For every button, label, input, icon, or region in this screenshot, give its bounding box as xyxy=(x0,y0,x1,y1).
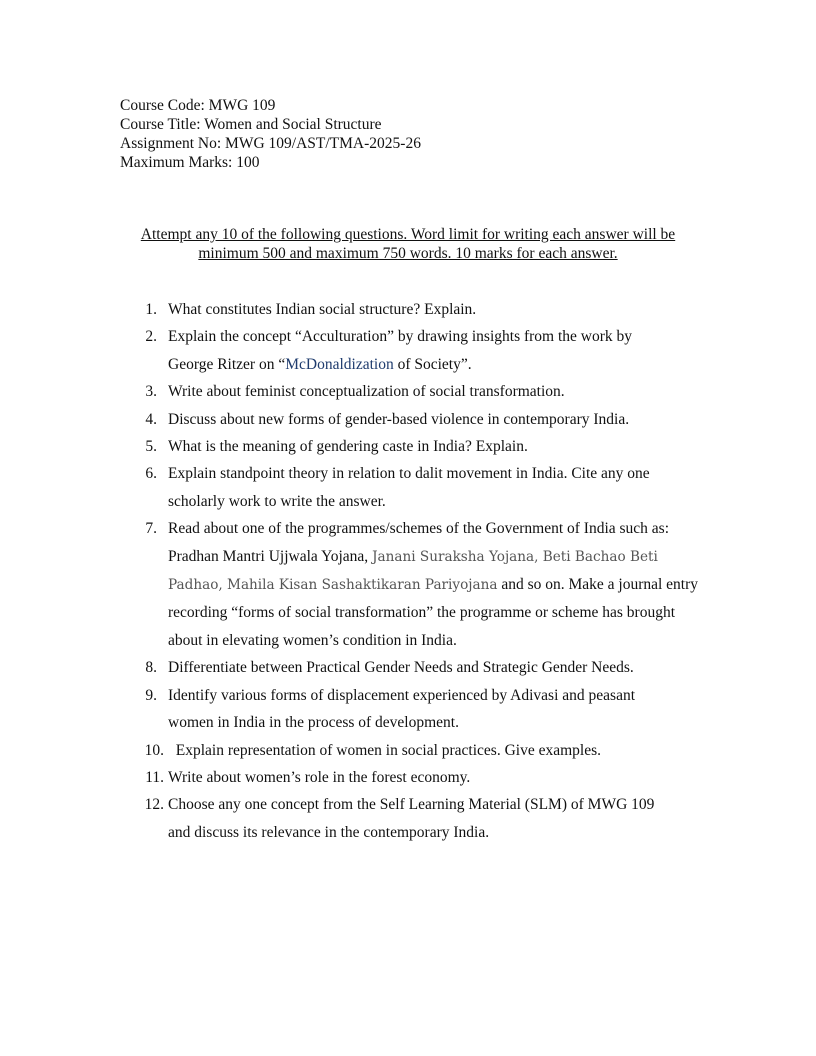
question-number: 4. xyxy=(145,410,157,428)
question-text: Discuss about new forms of gender-based violence in contemporary India. xyxy=(168,410,630,428)
question-number: 5. xyxy=(145,438,157,456)
question-text-segment: of Society”. xyxy=(393,355,472,373)
question-number: 1. xyxy=(145,301,157,318)
question-6 xyxy=(145,460,728,515)
question-text-line-1: Identify various forms of displacement experienced by Adivasi and peasant xyxy=(168,686,636,704)
question-text-line-2: and discuss its relevance in the contemporary India. xyxy=(168,823,490,841)
scheme-names: Janani Suraksha Yojana, Beti Bachao Beti xyxy=(372,548,658,565)
question-text-line-1: Read about one of the programmes/schemes of the Government of India such as: xyxy=(168,520,670,538)
question-number: 9. xyxy=(145,686,157,704)
question-text-line-1: Explain the concept “Acculturation” by drawing insights from the work by xyxy=(168,328,633,346)
question-text-line-5: about in elevating women’s condition in India. xyxy=(168,631,457,649)
instructions xyxy=(100,226,716,263)
question-text-line-2: women in India in the process of development. xyxy=(168,714,459,732)
instructions-line-1: Attempt any 10 of the following questions. Word limit for writing each answer will be xyxy=(140,226,676,243)
question-text-line-4: recording “forms of social transformation” the programme or scheme has brought xyxy=(168,604,676,622)
question-4 xyxy=(145,406,728,433)
question-text: Differentiate between Practical Gender Needs and Strategic Gender Needs. xyxy=(168,659,634,677)
question-12 xyxy=(144,791,728,846)
question-2 xyxy=(145,323,728,378)
question-text-segment: and so on. Make a journal entry xyxy=(497,576,699,594)
question-11 xyxy=(145,764,728,791)
question-text: Write about feminist conceptualization of social transformation. xyxy=(168,383,565,401)
instructions-line-2: minimum 500 and maximum 750 words. 10 marks for each answer. xyxy=(198,244,618,262)
question-text-line-3 xyxy=(168,571,728,599)
question-9 xyxy=(145,682,728,737)
question-number: 2. xyxy=(145,328,157,346)
question-text-line-2 xyxy=(168,351,728,378)
question-text-line-2 xyxy=(168,543,728,571)
question-number: 8. xyxy=(145,659,157,677)
question-text: Explain representation of women in social practices. Give examples. xyxy=(168,741,601,759)
mcdonaldization-term: McDonaldization xyxy=(285,355,394,373)
question-number: 6. xyxy=(145,465,157,483)
question-10 xyxy=(144,737,728,764)
question-number: 3. xyxy=(145,383,157,401)
question-3 xyxy=(145,378,728,405)
question-text-line-1: Choose any one concept from the Self Learning Material (SLM) of MWG 109 xyxy=(168,796,655,814)
question-text: What is the meaning of gendering caste in India? Explain. xyxy=(168,438,528,456)
question-text-line-2: scholarly work to write the answer. xyxy=(168,492,386,510)
question-8 xyxy=(145,654,728,681)
question-number: 10. xyxy=(144,741,164,759)
question-list xyxy=(144,296,728,846)
question-number: 7. xyxy=(145,520,157,538)
question-7 xyxy=(145,515,728,654)
maximum-marks: Maximum Marks: 100 xyxy=(120,154,260,171)
course-code: Course Code: MWG 109 xyxy=(120,97,276,114)
course-title: Course Title: Women and Social Structure xyxy=(120,116,382,133)
scheme-names: Padhao, Mahila Kisan Sashaktikaran Pariyojana xyxy=(168,577,498,594)
question-text-line-1: Explain standpoint theory in relation to dalit movement in India. Cite any one xyxy=(168,465,650,483)
question-text: Write about women’s role in the forest economy. xyxy=(168,768,471,786)
question-text-segment: Pradhan Mantri Ujjwala Yojana, xyxy=(168,547,373,565)
question-1 xyxy=(145,296,728,323)
assignment-number: Assignment No: MWG 109/AST/TMA-2025-26 xyxy=(120,135,421,152)
question-number: 11. xyxy=(145,768,164,786)
question-text: What constitutes Indian social structure? Explain. xyxy=(168,301,477,318)
course-header xyxy=(120,96,421,172)
question-number: 12. xyxy=(144,796,164,814)
question-5 xyxy=(145,433,728,460)
question-text-segment: George Ritzer on “ xyxy=(168,355,286,373)
